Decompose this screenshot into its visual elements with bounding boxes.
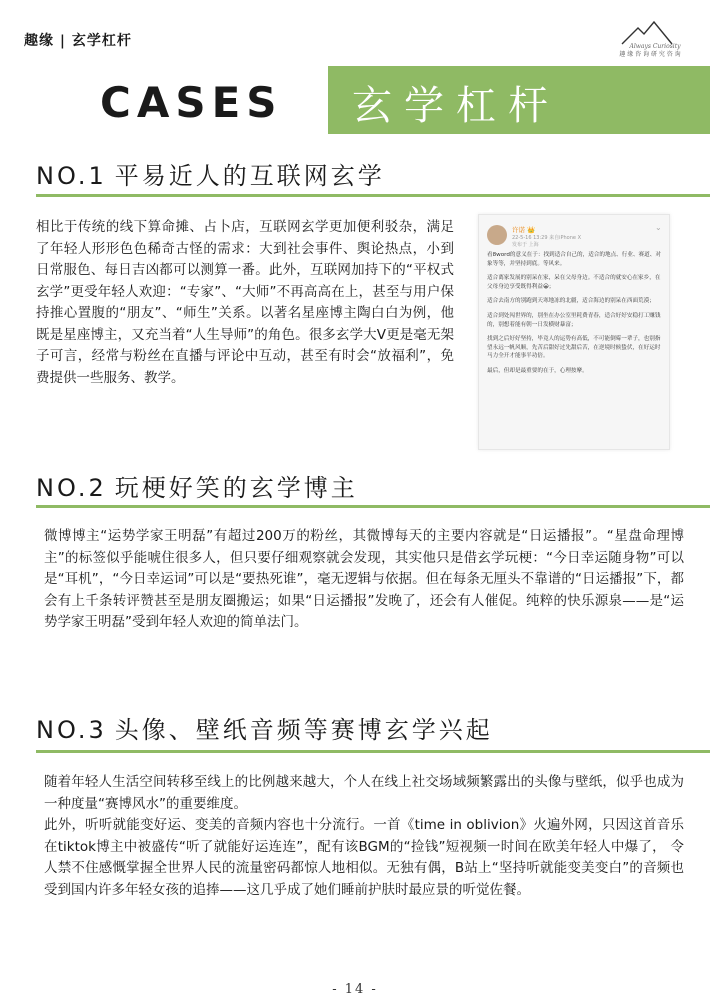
title-band-text: 玄学杠杆 [352, 83, 560, 129]
weibo-line: 最后，但却是最重要的在于，心理按摩。 [487, 367, 588, 374]
weibo-username: 许诺 👑 [512, 226, 536, 234]
mountain-logo-icon [610, 18, 690, 66]
section-2-paragraph: 微博博主“运势学家王明磊”有超过200万的粉丝，其微博每天的主要内容就是“日运播报”。“星盘命理博主”的标签似乎能唬住很多人，但只要仔细观察就会发现，其实他只是借玄学玩梗：“今日幸运随身物”可以是“耳机”，“今日幸运词”可以是“要热死谁”，毫无逻辑与依据。但在每条无厘头不靠谱的“日运播报”下，都会有上千条转评赞甚至是朋友圈搬运；如果“日运播报”发晚了，还会有人催促。纯粹的快乐源泉——是“运势学家王明磊”受到年轻人欢迎的简单法门。 [44, 528, 684, 630]
section-1-divider [36, 194, 710, 197]
section-1-title: 平易近人的互联网玄学 [114, 162, 385, 190]
weibo-post-screenshot [478, 214, 670, 450]
weibo-line: 适合到处闯世界的，别坐在办公室里耗费青春，适合好好安稳打工赚钱的，别想着能有朝一日发横财暴富； [487, 312, 661, 328]
weibo-line: 看8word的意义在于：找到适合自己的，适合的地点、行业、赛道、对象等等，并坚持到底。等风来。 [487, 252, 661, 267]
section-2-title: 玩梗好笑的玄学博主 [114, 474, 358, 502]
section-3-paragraph-2: 此外，听听就能变好运、变美的音频内容也十分流行。一首《time in oblivion》火遍外网，只因这首音乐在tiktok博主中被盛传“听了就能好运连连”，配有该BGM的“捡钱”短视频一时间在欧美年轻人中爆了， 令人禁不住感慨掌握全世界人民的流量密码都惊人地相似。无独有偶，B站上“坚持听就能变美变白”的音频也受到国内许多年轻女孩的追捧——这几乎成了她们睡前护肤时最应景的听觉佐餐。 [44, 817, 684, 898]
weibo-line: 适合离家发展的别呆在家，呆在父母身边。不适合的就安心在家乡，在父母身边享受既得利益😀； [487, 275, 661, 290]
avatar [487, 225, 507, 245]
cases-heading: CASES [100, 78, 283, 127]
weibo-timestamp: 22-5-16 13:29 来自iPhone X [512, 235, 581, 241]
header-breadcrumb [24, 30, 132, 50]
weibo-body [487, 251, 663, 382]
section-2-heading [36, 468, 358, 503]
section-2-number: NO.2 [36, 474, 107, 502]
section-1-number: NO.1 [36, 162, 107, 190]
section-2-divider [36, 505, 710, 508]
logo-text: 趣 缘 咨 询 研 究 咨 询 [619, 51, 681, 58]
section-3-heading [36, 710, 493, 745]
weibo-location: 发布于 上海 [512, 242, 539, 248]
section-1-heading [36, 156, 385, 191]
weibo-meta [512, 234, 581, 248]
title-band [328, 66, 710, 134]
page-number: - 14 - [332, 982, 378, 997]
weibo-line: 适合去南方的别跑到天寒地冻的北疆，适合海边的别呆在西面荒漠； [487, 298, 655, 305]
logo-script: Always Curiosity [629, 43, 681, 50]
section-1-paragraph: 相比于传统的线下算命摊、占卜店，互联网玄学更加便利驳杂，满足了年轻人形形色色稀奇古怪的需求：大到社会事件、舆论热点，小到日常服色、每日吉凶都可以测算一番。此外，互联网加持下的“平权式玄学”更受年轻人欢迎：“专家”、“大师”不再高高在上，甚至与用户保持推心置腹的“朋友”、“师生”关系。以著名星座博主陶白白为例，他既是星座博主，又充当着“人生导师”的角色。很多玄学大V更是毫无架子可言，经常与粉丝在直播与评论中互动，甚至有时会“放福利”，免费提供一些服务、教学。 [36, 219, 454, 386]
section-3-paragraph-1: 随着年轻人生活空间转移至线上的比例越来越大，个人在线上社交场域频繁露出的头像与壁纸，似乎也成为一种度量“赛博风水”的重要维度。 [44, 774, 684, 812]
weibo-line: 找到之后好好坚持，毕竟人的运势有高低，不可能倒霉一辈子，也别指望永远一帆风顺，先苦后甜好过先甜后苦，在逆境时候蛰伏，在好运时马力全开才能事半功倍。 [487, 336, 661, 360]
section-3-title: 头像、壁纸音频等赛博玄学兴起 [114, 716, 493, 744]
section-3-number: NO.3 [36, 716, 107, 744]
header-text: 趣缘 | 玄学杠杆 [24, 33, 132, 49]
chevron-down-icon: ⌄ [655, 223, 662, 232]
section-3-divider [36, 750, 710, 753]
